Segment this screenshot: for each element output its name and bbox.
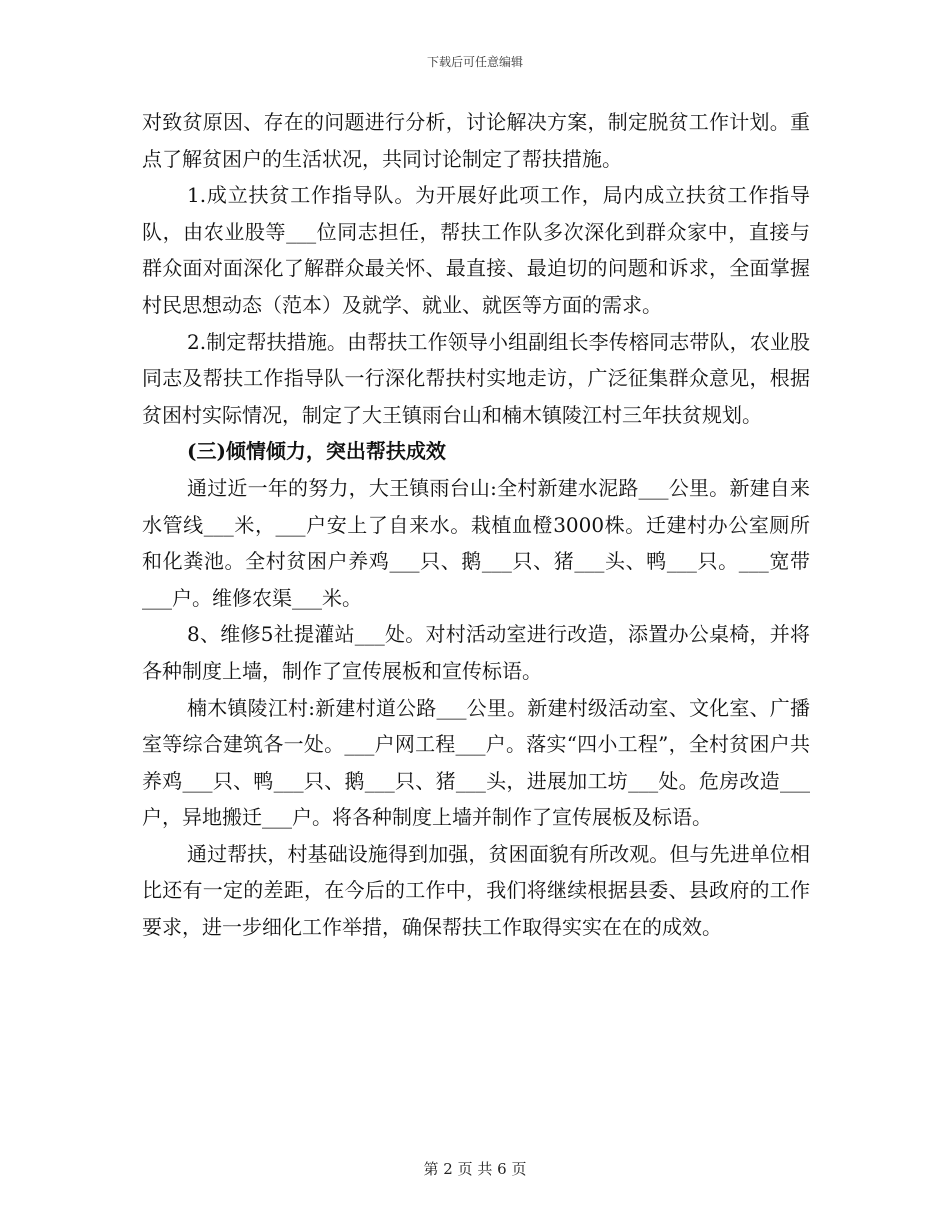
page-footer: 第 2 页 共 6 页 <box>423 1160 527 1178</box>
paragraph-6: 楠木镇陵江村:新建村道公路___公里。新建村级活动室、文化室、广播室等综合建筑各一处。___户网工程___户。落实“四小工程”，全村贫困户共养鸡___只、鸭___只、鹅___只、猪___头，进展加工坊___处。危房改造___户，异地搬迁___户。将各种制度上墙并制作了宣传展板及标语。 <box>142 695 810 830</box>
paragraph-3: 2.制定帮扶措施。由帮扶工作领导小组副组长李传榕同志带队，农业股同志及帮扶工作指导队一行深化帮扶村实地走访，广泛征集群众意见，根据贫困村实际情况，制定了大王镇雨台山和楠木镇陵江村三年扶贫规划。 <box>142 329 810 427</box>
section-heading: (三)倾情倾力，突出帮扶成效 <box>187 439 446 464</box>
paragraph-5: 8、维修5社提灌站___处。对村活动室进行改造，添置办公桌椅，并将各种制度上墙，制作了宣传展板和宣传标语。 <box>142 622 810 683</box>
paragraph-4: 通过近一年的努力，大王镇雨台山:全村新建水泥路___公里。新建自来水管线___米，___户安上了自来水。栽植血橙3000株。迁建村办公室厕所和化粪池。全村贫困户养鸡___只、鹅___只、猪___头、鸭___只。___宽带___户。维修农渠___米。 <box>142 475 810 610</box>
paragraph-2: 1.成立扶贫工作指导队。为开展好此项工作，局内成立扶贫工作指导队，由农业股等___位同志担任，帮扶工作队多次深化到群众家中，直接与群众面对面深化了解群众最关怀、最直接、最迫切的问题和诉求，全面掌握村民思想动态（范本）及就学、就业、就医等方面的需求。 <box>142 183 810 317</box>
paragraph-7: 通过帮扶，村基础设施得到加强，贫困面貌有所改观。但与先进单位相比还有一定的差距，在今后的工作中，我们将继续根据县委、县政府的工作要求，进一步细化工作举措，确保帮扶工作取得实实在在的成效。 <box>142 841 810 940</box>
page-header: 下载后可任意编辑 <box>426 55 523 69</box>
paragraph-1: 对致贫原因、存在的问题进行分析，讨论解决方案，制定脱贫工作计划。重点了解贫困户的生活状况，共同讨论制定了帮扶措施。 <box>142 110 810 171</box>
document-body <box>142 104 810 946</box>
